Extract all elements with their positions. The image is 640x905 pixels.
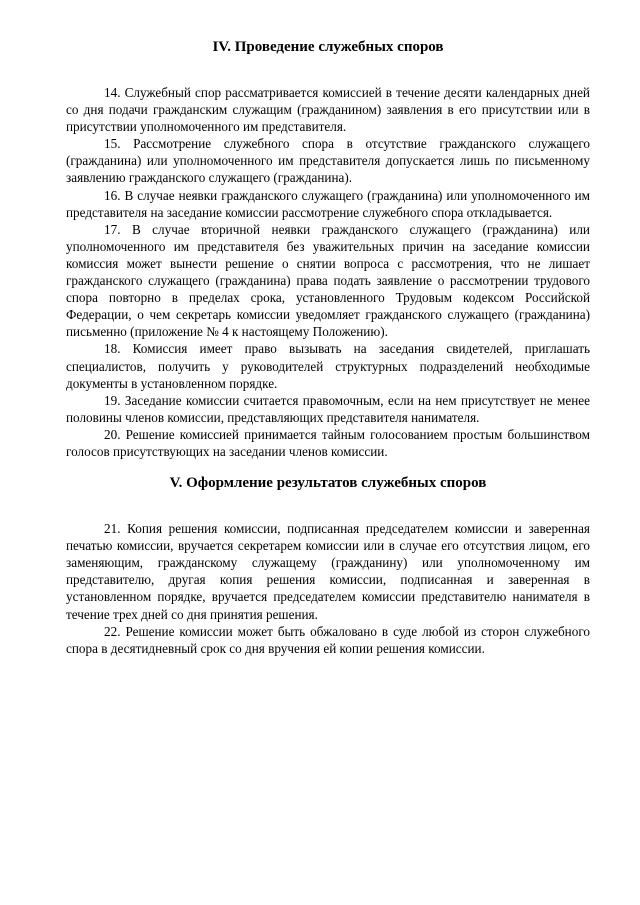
section-5-title: V. Оформление результатов служебных споров bbox=[169, 475, 487, 492]
paragraph-18: 18. Комиссия имеет право вызывать на заседания свидетелей, приглашать специалистов, получить у руководителей структурных подразделений необходимые документы в установленном порядке. bbox=[66, 341, 590, 391]
paragraph-14: 14. Служебный спор рассматривается комиссией в течение десяти календарных дней со дня подачи гражданским служащим (гражданином) заявления в его присутствии или в присутствии уполномоченного им представителя. bbox=[66, 85, 590, 135]
paragraph-21: 21. Копия решения комиссии, подписанная председателем комиссии и заверенная печатью комиссии, вручается секретарем комиссии или в случае его отсутствия лицом, его заменяющим, гражданскому служащему (гражданину) или уполномоченному им представителю, другая копия решения комиссии, подписанная и заверенная в установленном порядке, вручается председателем комиссии представителю нанимателя в течение трех дней со дня принятия решения. bbox=[66, 521, 590, 622]
paragraph-16: 16. В случае неявки гражданского служащего (гражданина) или уполномоченного им представителя на заседание комиссии рассмотрение служебного спора откладывается. bbox=[66, 187, 590, 220]
section-4-title: IV. Проведение служебных споров bbox=[212, 39, 444, 55]
paragraph-19: 19. Заседание комиссии считается правомочным, если на нем присутствует не менее половины членов комиссии, представляющих представителя нанимателя. bbox=[66, 392, 590, 425]
paragraph-20: 20. Решение комиссией принимается тайным голосованием простым большинством голосов присутствующих на заседании членов комиссии. bbox=[66, 426, 590, 459]
paragraph-17: 17. В случае вторичной неявки гражданского служащего (гражданина) или уполномоченного им представителя без уважительных причин на заседание комиссии комиссия может вынести решение о снятии вопроса с рассмотрения, что не лишает гражданского служащего (гражданина) права подать заявление о рассмотрении трудового спора повторно в пределах срока, установленного Трудовым кодексом Российской Федерации, о чем секретарь комиссии уведомляет гражданского служащего (гражданина) письменно (приложение № 4 к настоящему Положению). bbox=[66, 221, 590, 340]
paragraph-15: 15. Рассмотрение служебного спора в отсутствие гражданского служащего (гражданина) или уполномоченного им представителя допускается лишь по письменному заявлению гражданского служащего (гражданина). bbox=[66, 136, 590, 186]
paragraph-22: 22. Решение комиссии может быть обжаловано в суде любой из сторон служебного спора в десятидневный срок со дня вручения ей копии решения комиссии. bbox=[66, 623, 590, 656]
document-page bbox=[66, 38, 590, 657]
